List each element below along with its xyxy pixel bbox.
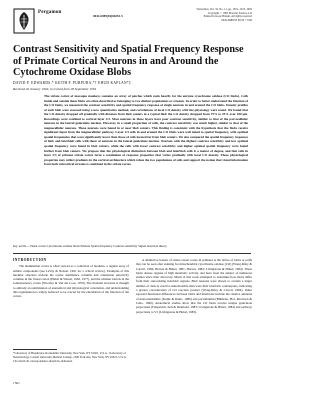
abstract: The striate cortex of macaque monkeys contains an array of patches which stain heavily for the enzyme cytochrome oxidase (CO blobs). Cells inside and outside these blobs are often described as belonging to two distinct populations or streams. In order to better understand the function of the CO blobs, we measured the contrast sensitivity and spatial frequency response of single neurons in and around the CO blobs. Density profiles of each blob were assessed using a new quantitative method, and correlations of local CO density with the physiology were noted. We found that the CO density dropped off gradually with distance from blob centers in a typical blob the CO density dropped from 75% to 25% over 180 μm. Recordings were confined to cortical layer 2/3. Most neurons in these layers have poor contrast sensitivity, similar to that of the parvocellular neurons in the lateral geniculate nucleus. However, in a small proportion of cells, the contrast sensitivity was much higher, similar to that of the magnocellular neurons. These neurons were found in or near blob centers. This finding is consistent with the hypothesis that the blobs receive significant input from the magnocellular pathway. Layer 2/3 cells in and around the CO blobs were well tuned to spatial frequency, with optimal spatial frequencies that were significantly lower than those of cells located far from blob centers. We also compared the spatial frequency responses of blob and interblob cells with those of neurons in the lateral geniculate nucleus. Neurons with the highest contrast sensitivity and low optimal spatial frequency were found in blob centers, while the cells with lower contrast sensitivity and higher optimal spatial frequency were found further from blob centers. We propose that the physiological distinction between blob and interblob cells is a matter of degree, and that cells in layer 2/3 of primate striate cortex form a continuum of response properties that varies gradually with local CO density. These physiological properties may reflect gradients in the cortical architecture which relate the two populations of cells and support the notion that visual information from both subcortical streams is combined in the striate cortex. [44,94,248,167]
publisher-name: Pergamon [38,10,62,15]
author-list: DAVID P. EDWARDS,* KEITH P. PURPURA,*† EHUD KAPLAN*‡ [13,81,132,85]
affiliation-footnote: *Laboratory of Biophysics, Rockefeller University, New York, NY 10021, U.S.A. †Laboratory of Neurobiology, Cornell University Medical College, 1300 York Ave, New York, NY 10021, U.S.A. ‡To whom all correspondence should be addressed. [13,351,127,363]
journal-info-line: Vision Res. Vol. 35, No. 11, pp. 1501–1523, 1995 [196,8,252,11]
body-paragraph: A distinctive feature of striate visual cortex in primates is the lattice of blobs or puffs that can be seen after staining for mitochondrial cytochrome oxidase (CO) (Wong-Riley & Carroll, 1984; Horton & Hubel, 1981; Horton, 1984; Livingstone & Hubel, 1984). These blobs denote regions of high metabolic activity, and have been the subject of numerous studies since their discovery. Much of this work attempted to determine how blobs differ from their surrounding interblob regions. Blob neurons were shown to contain a larger number of dark-ly reactive mitochondria than were their interblob counterparts, indicating a greater concentration of CO reaction product (Wong-Riley & Carroll, 1984). Other reported functional differences between blobs and interblobs include the relative amounts of neurotransmitter (Kuljis & Rakic, 1989) and parvalbumin (Blümcke, Hof, Morrison & Celio, 1990). Anatomical studies show that the CO blobs receive unique geniculate projections (Fitzpatrick, Itoh & Diamond, 1983; Livingstone & Hubel, 1984) and pathway projections to V2 (Livingstone & Hubel, 1983). [136,258,252,314]
journal-info [170,8,252,22]
keywords [13,244,253,248]
article-code: 0042-6989(94)00253-5 [93,14,123,18]
page-number: 1501 [13,381,20,385]
article-title: Contrast Sensitivity and Spatial Frequency Response of Primate Cortical Neurons in and Around the Cytochrome Oxidase Blobs [13,44,244,79]
right-column [136,258,252,386]
body-paragraph: The mammalian cortex is often viewed as a collection of modules, a regular array of similar components (see LeVay & Nelson, 1991 for a critical review). Examples of this modular structure include the ocular dominance columns and orientation selectivity columns in the visual cortex (Hubel & Wiesel, 1962, 1977), and the whisker barrels in the somatosensory cortex (Woolsey & Van der Loos, 1970). The modular structure is thought to embody an optimization of anatomical and physiological constraints, and understanding this organization is widely believed to be crucial for the elucidation of the function of the cortex. [13,264,129,299]
footnote-divider [13,349,57,350]
journal-info-line: Copyright © 1995 Elsevier Science Ltd [207,11,252,15]
article-header [0,0,264,40]
section-divider [13,253,251,254]
journal-info-line: 0042-6989/95 $9.50 + 0.00 [221,18,252,22]
keywords-label: Key words— [13,244,29,248]
section-heading: INTRODUCTION [13,258,47,262]
journal-info-line: Printed in Great Britain. All rights reserved [203,15,252,19]
publisher-logo-icon [13,8,35,34]
keywords-text: Visual cortex Cytochrome oxidase blobs Primate Spatial frequency Contrast sensitivity Signal detection theory [29,244,167,248]
left-column [13,258,129,346]
received-dates: Received 26 January 1994; in revised form 28 September 1994 [13,87,97,91]
